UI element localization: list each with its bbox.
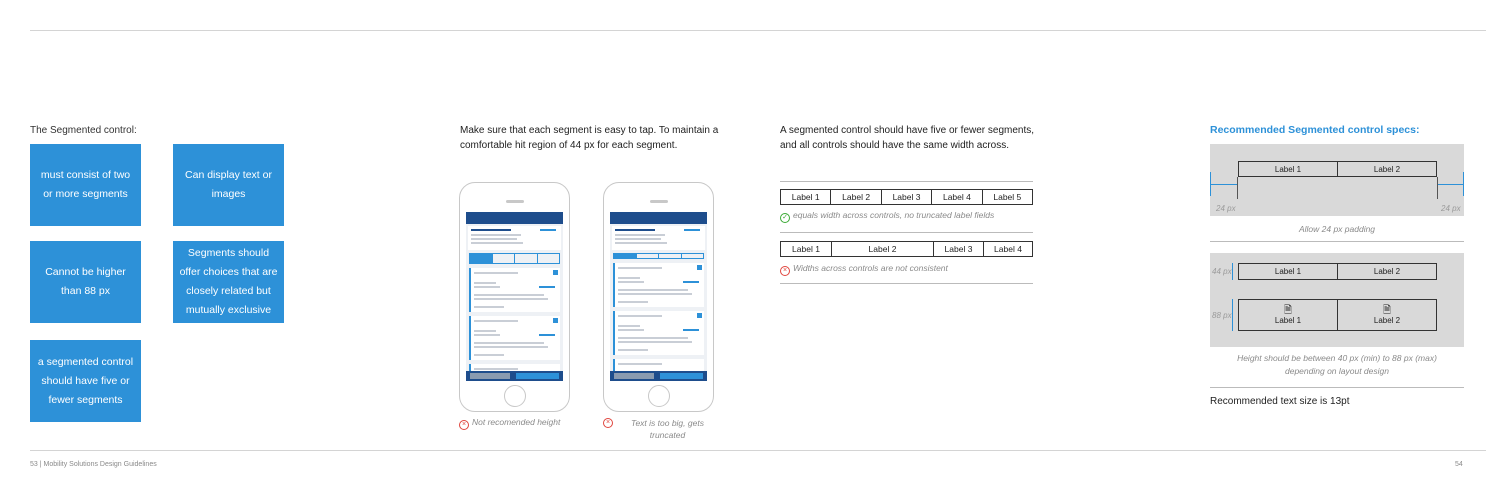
spec-padding-control xyxy=(1238,161,1437,177)
good-segment: Label 3 xyxy=(882,190,932,204)
phone-footer-bar xyxy=(466,371,563,381)
rule-box-5: a segmented control should have five or fewer segments xyxy=(30,340,141,422)
spec-segment: Label 2 xyxy=(1373,267,1401,276)
good-segment: Label 4 xyxy=(932,190,982,204)
error-icon: × xyxy=(780,266,790,276)
spec-segment: Label 1 xyxy=(1239,264,1338,279)
spec-88-control xyxy=(1238,299,1437,331)
padding-marker-left-tick xyxy=(1210,172,1211,196)
col3-divider xyxy=(780,181,1033,182)
padding-guide-right xyxy=(1437,177,1438,199)
phone-list-card xyxy=(469,268,560,312)
dim-44-marker xyxy=(1232,263,1233,280)
spec-segment: Label 2 xyxy=(1373,164,1401,174)
phone-list-card xyxy=(613,263,704,307)
phone-list-card xyxy=(613,359,704,371)
col1-intro: The Segmented control: xyxy=(30,125,137,136)
specs-title: Recommended Segmented control specs: xyxy=(1210,124,1420,136)
phone-list-card xyxy=(469,316,560,360)
caption-not-recommended-height: × Not recomended height xyxy=(459,417,560,430)
phone-footer-bar xyxy=(610,371,707,381)
document-icon: 🗎 xyxy=(1382,304,1392,316)
col4-divider xyxy=(1210,387,1464,388)
spec1-caption: Allow 24 px padding xyxy=(1298,224,1376,234)
bad-note: × Widths across controls are not consistent xyxy=(780,263,948,276)
spec-padding-panel xyxy=(1210,144,1464,216)
padding-right-label: 24 px xyxy=(1441,204,1461,213)
phone-list-card xyxy=(613,311,704,355)
error-icon: × xyxy=(603,418,613,428)
good-note: ✓ equals width across controls, no truncated label fields xyxy=(780,210,994,223)
phone-speaker xyxy=(650,200,668,203)
phone-speaker xyxy=(506,200,524,203)
caption-text-truncated: × Text is too big, gets truncated xyxy=(603,417,713,441)
check-icon: ✓ xyxy=(780,213,790,223)
phone-mockup-big-text xyxy=(603,182,714,412)
document-icon: 🗎 xyxy=(1283,304,1293,316)
phone-status-bar xyxy=(610,212,707,224)
bad-segmented-control xyxy=(780,241,1033,257)
col3-divider xyxy=(780,283,1033,284)
padding-guide-left xyxy=(1237,177,1238,199)
bad-segment: Label 1 xyxy=(781,242,832,256)
padding-marker-right-tick xyxy=(1463,172,1464,196)
bad-segment: Label 2 xyxy=(832,242,934,256)
spec-segment: 🗎 Label 2 xyxy=(1373,304,1401,325)
phone-header-card xyxy=(612,226,705,250)
spec-44-control xyxy=(1238,263,1437,280)
bad-segment: Label 4 xyxy=(994,244,1022,254)
top-divider xyxy=(30,30,1486,31)
rule-box-2: Can display text or images xyxy=(173,144,284,226)
col3-text: A segmented control should have five or fewer segments, and all controls should have the same width across. xyxy=(780,125,1035,151)
rule-box-4: Segments should offer choices that are closely related but mutually exclusive xyxy=(173,241,284,323)
padding-marker-left xyxy=(1210,184,1238,185)
rule-box-1: must consist of two or more segments xyxy=(30,144,141,226)
phone-segmented-control xyxy=(613,253,704,259)
dim-88-label: 88 px xyxy=(1212,311,1232,320)
col3-divider xyxy=(780,232,1033,233)
good-segment: Label 2 xyxy=(831,190,881,204)
padding-left-label: 24 px xyxy=(1216,204,1236,213)
error-icon: × xyxy=(459,420,469,430)
phone-segmented-control xyxy=(469,253,560,264)
dim-88-marker xyxy=(1232,299,1233,331)
spec-segment: Label 1 xyxy=(1239,162,1338,176)
bottom-divider xyxy=(30,450,1486,451)
padding-marker-right xyxy=(1437,184,1464,185)
dim-44-label: 44 px xyxy=(1212,267,1232,276)
phone-status-bar xyxy=(466,212,563,224)
footer-left: 53 | Mobility Solutions Design Guidelines xyxy=(30,461,157,468)
rule-box-3: Cannot be higher than 88 px xyxy=(30,241,141,323)
col2-text: Make sure that each segment is easy to tap. To maintain a comfortable hit region of 44 px for each segment. xyxy=(460,125,719,151)
footer-right: 54 xyxy=(1455,461,1463,468)
good-segment: Label 5 xyxy=(993,192,1022,202)
phone-screen xyxy=(466,212,563,381)
phone-mockup-short-segments xyxy=(459,182,570,412)
text-size-recommendation: Recommended text size is 13pt xyxy=(1210,396,1350,407)
phone-home-button xyxy=(504,385,526,407)
phone-screen xyxy=(610,212,707,381)
col4-divider xyxy=(1210,241,1464,242)
good-segment: Label 1 xyxy=(781,190,831,204)
phone-home-button xyxy=(648,385,670,407)
spec2-caption: Height should be between 40 px (min) to 88 px (max) depending on layout design xyxy=(1237,353,1437,376)
bad-segment: Label 3 xyxy=(934,242,984,256)
good-segmented-control xyxy=(780,189,1033,205)
spec-segment: 🗎 Label 1 xyxy=(1239,300,1338,330)
phone-header-card xyxy=(468,226,561,250)
